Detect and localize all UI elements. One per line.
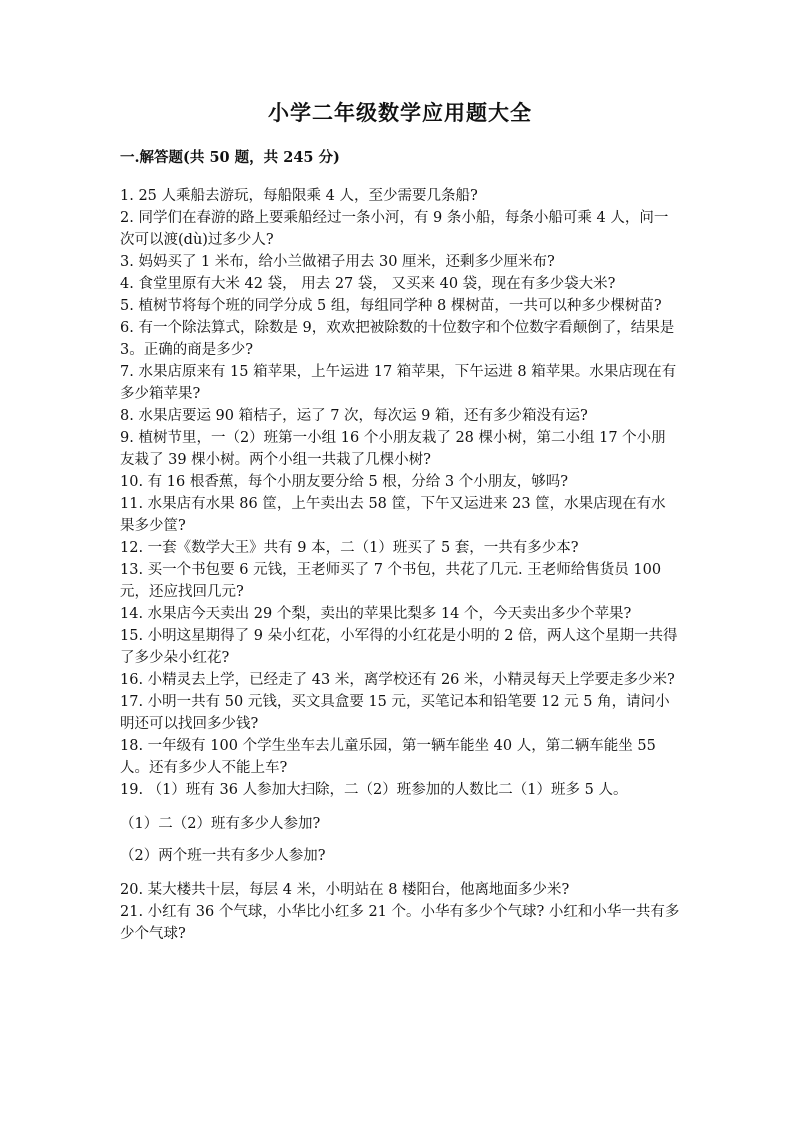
question-item: 10. 有 16 根香蕉，每个小朋友要分给 5 根，分给 3 个小朋友，够吗? [120,474,568,490]
document-title: 小学二年级数学应用题大全 [268,100,532,125]
sub-question: （2）两个班一共有多少人参加? [120,848,326,864]
question-item: 16. 小精灵去上学，已经走了 43 米，离学校还有 26 米，小精灵每天上学要走多少米? [120,672,675,688]
question-item: 4. 食堂里原有大米 42 袋， 用去 27 袋， 又买来 40 袋，现在有多少袋大米? [120,276,616,292]
question-item: 2. 同学们在春游的路上要乘船经过一条小河，有 9 条小船，每条小船可乘 4 人，问一次可以渡(dù)过多少人? [120,210,669,248]
question-list [120,185,680,945]
question-item: 7. 水果店原来有 15 箱苹果，上午运进 17 箱苹果，下午运进 8 箱苹果。水果店现在有多少箱苹果? [120,364,677,402]
sub-question: （1）二（2）班有多少人参加? [120,816,321,832]
question-item: 19. （1）班有 36 人参加大扫除，二（2）班参加的人数比二（1）班多 5 人。 [120,782,628,798]
question-item: 5. 植树节将每个班的同学分成 5 组，每组同学种 8 棵树苗，一共可以种多少棵树苗? [120,298,662,314]
question-item: 9. 植树节里，一（2）班第一小组 16 个小朋友栽了 28 棵小树，第二小组 17 个小朋友栽了 39 棵小树。两个小组一共栽了几棵小树? [120,430,666,468]
question-item: 12. 一套《数学大王》共有 9 本，二（1）班买了 5 套，一共有多少本? [120,540,579,556]
question-item: 8. 水果店要运 90 箱桔子，运了 7 次，每次运 9 箱，还有多少箱没有运? [120,408,588,424]
question-item: 13. 买一个书包要 6 元钱，王老师买了 7 个书包，共花了几元. 王老师给售货员 100 元，还应找回几元? [120,562,662,600]
question-item: 17. 小明一共有 50 元钱，买文具盒要 15 元，买笔记本和铅笔要 12 元 5 角，请问小明还可以找回多少钱? [120,694,670,732]
question-item: 20. 某大楼共十层，每层 4 米，小明站在 8 楼阳台，他离地面多少米? [120,882,570,898]
question-item: 18. 一年级有 100 个学生坐车去儿童乐园，第一辆车能坐 40 人，第二辆车能坐 55 人。还有多少人不能上车? [120,738,656,776]
question-item: 15. 小明这星期得了 9 朵小红花，小军得的小红花是小明的 2 倍，两人这个星期一共得了多少朵小红花? [120,628,678,666]
question-item: 14. 水果店今天卖出 29 个梨，卖出的苹果比梨多 14 个，今天卖出多少个苹果? [120,606,632,622]
question-item: 11. 水果店有水果 86 筐，上午卖出去 58 筐，下午又运进来 23 筐，水果店现在有水果多少筐? [120,496,666,534]
question-item: 21. 小红有 36 个气球，小华比小红多 21 个。小华有多少个气球? 小红和小华一共有多少个气球? [120,904,680,942]
question-item: 3. 妈妈买了 1 米布，给小兰做裙子用去 30 厘米，还剩多少厘米布? [120,254,555,270]
question-item: 1. 25 人乘船去游玩，每船限乘 4 人，至少需要几条船? [120,188,478,204]
question-item: 6. 有一个除法算式，除数是 9，欢欢把被除数的十位数字和个位数字看颠倒了，结果是 3。正确的商是多少? [120,320,675,358]
section-heading: 一.解答题(共 50 题，共 245 分) [120,149,340,166]
